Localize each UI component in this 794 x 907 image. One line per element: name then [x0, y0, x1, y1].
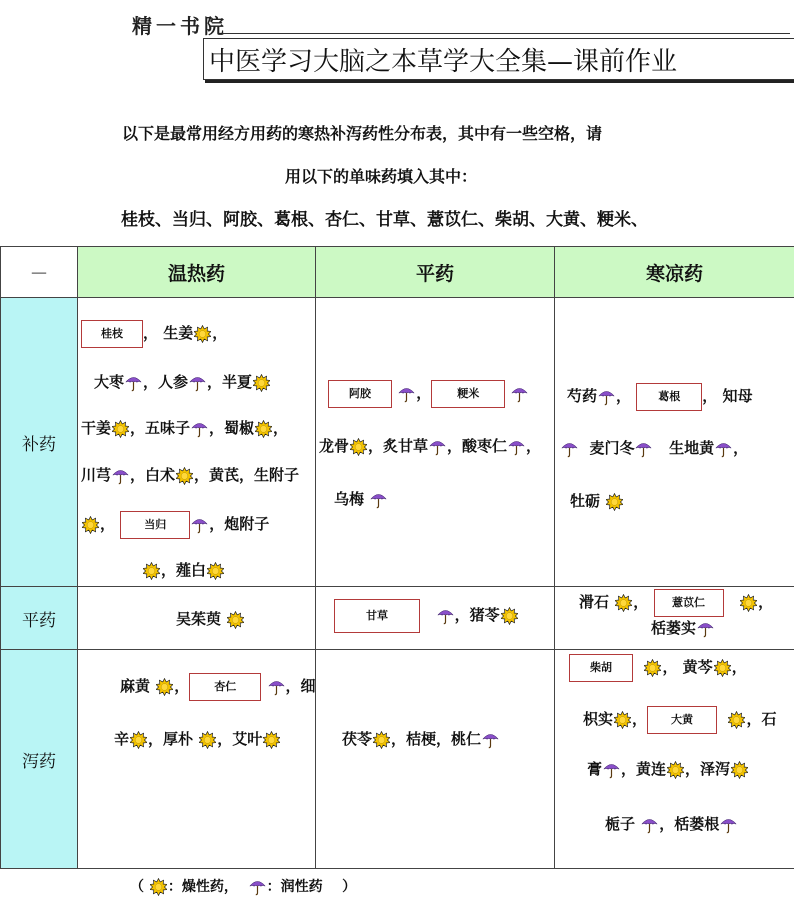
cell-text: ，酸枣仁: [447, 437, 508, 455]
cell-purge-neutral: [316, 650, 555, 869]
cell-text: 吴茱萸: [176, 610, 222, 628]
umbrella-icon: [635, 440, 652, 458]
umbrella-icon: [508, 438, 525, 456]
sun-icon: [156, 678, 173, 696]
cell-text: ，: [616, 387, 632, 405]
sun-icon: [112, 420, 129, 438]
sun-icon: [143, 562, 160, 580]
cell-text: ，桔梗，桃仁: [391, 730, 482, 748]
sun-icon: [227, 611, 244, 629]
sun-icon: [728, 711, 745, 729]
col-header-neutral: 平药: [316, 247, 555, 298]
cell-text: ，艾叶: [217, 730, 263, 748]
sun-icon: [644, 659, 661, 677]
cell-text: ，人参: [143, 373, 189, 391]
umbrella-icon: [598, 388, 615, 406]
umbrella-icon: [715, 440, 732, 458]
blank-box[interactable]: 阿胶: [328, 380, 392, 408]
cell-text: 大枣: [94, 373, 125, 391]
sun-icon: [350, 438, 367, 456]
intro-line-1: 以下是最常用经方用药的寒热补泻药性分布表，其中有一些空格，请: [122, 124, 603, 143]
sun-icon: [255, 420, 272, 438]
umbrella-icon: [511, 385, 528, 403]
cell-text: ，: [273, 419, 289, 437]
legend-close: ）: [342, 879, 357, 895]
cell-text: 麦门冬: [589, 439, 635, 457]
brand-calligraphy: 精一书院: [132, 14, 228, 38]
sun-icon: [614, 711, 631, 729]
cell-tonify-warm: [78, 298, 316, 587]
cell-text: ， 生姜: [143, 324, 194, 342]
cell-text: ，半夏: [207, 373, 253, 391]
cell-text: 滑石: [579, 593, 610, 611]
header-rule: [222, 33, 790, 34]
umbrella-icon: [191, 516, 208, 534]
sun-icon: [130, 731, 147, 749]
cell-text: ，泽泻: [685, 760, 731, 778]
cell-neutral-warm: [78, 587, 316, 650]
intro-line-2: 用以下的单味药填入其中：: [285, 167, 478, 186]
blank-box[interactable]: 粳米: [431, 380, 505, 408]
cell-text: ，: [633, 593, 649, 611]
umbrella-icon: [482, 731, 499, 749]
row-header-purge: 泻药: [1, 650, 78, 869]
umbrella-icon: [429, 438, 446, 456]
sun-icon: [207, 562, 224, 580]
cell-text: ，栝蒌根: [659, 815, 720, 833]
blank-box[interactable]: 薏苡仁: [654, 589, 724, 617]
sun-icon: [194, 325, 211, 343]
cell-text: ，黄芪，生附子: [194, 466, 300, 484]
cell-text: 茯苓: [342, 730, 373, 748]
legend-moist-label: ：润性药: [266, 879, 323, 895]
cell-text: ，猪苓: [454, 606, 500, 624]
col-header-cold: 寒凉药: [555, 247, 794, 298]
cell-text: ，石: [746, 710, 777, 728]
umbrella-icon: [249, 878, 266, 896]
cell-text: ，五味子: [130, 419, 191, 437]
cell-text: ，薤白: [161, 561, 207, 579]
blank-box[interactable]: 甘草: [334, 599, 420, 633]
cell-text: ，: [758, 593, 774, 611]
cell-text: 牡砺: [570, 492, 601, 510]
col-header-warm: 温热药: [78, 247, 316, 298]
umbrella-icon: [112, 467, 129, 485]
property-table: [0, 246, 794, 869]
sun-icon: [263, 731, 280, 749]
sun-icon: [501, 607, 518, 625]
sun-icon: [253, 374, 270, 392]
legend-dry-label: ：燥性药，: [167, 879, 238, 895]
cell-text: ，白术: [130, 466, 176, 484]
corner-cell: －: [1, 247, 78, 298]
cell-text: ，炮附子: [209, 515, 270, 533]
sun-icon: [714, 659, 731, 677]
sun-icon: [667, 761, 684, 779]
sun-icon: [199, 731, 216, 749]
sun-icon: [150, 878, 167, 896]
legend-open: （: [130, 879, 144, 895]
sun-icon: [373, 731, 390, 749]
cell-text: 膏: [587, 760, 603, 778]
cell-text: ，: [731, 658, 747, 676]
cell-text: ，: [526, 437, 542, 455]
cell-text: ，: [212, 324, 228, 342]
blank-box[interactable]: 柴胡: [569, 654, 633, 682]
umbrella-icon: [398, 385, 415, 403]
cell-text: ，细: [285, 677, 316, 695]
sun-icon: [82, 516, 99, 534]
umbrella-icon: [720, 816, 737, 834]
cell-text: 栝蒌实: [651, 619, 697, 637]
blank-box[interactable]: 大黄: [647, 706, 717, 734]
umbrella-icon: [561, 440, 578, 458]
cell-text: ，: [174, 677, 190, 695]
cell-text: 枳实: [583, 710, 614, 728]
blank-box[interactable]: 桂枝: [81, 320, 143, 348]
sun-icon: [740, 594, 757, 612]
sun-icon: [615, 594, 632, 612]
title-box: [203, 38, 794, 80]
cell-text: ， 黄芩: [662, 658, 713, 676]
cell-text: ，黄连: [621, 760, 667, 778]
cell-text: 生地黄: [669, 439, 715, 457]
cell-text: ，: [632, 710, 648, 728]
sun-icon: [176, 467, 193, 485]
cell-text: ， 知母: [702, 387, 753, 405]
cell-text: ，: [100, 515, 116, 533]
herb-list: 桂枝、当归、阿胶、葛根、杏仁、甘草、薏苡仁、柴胡、大黄、粳米、: [121, 210, 648, 230]
cell-text: 干姜: [81, 419, 112, 437]
cell-text: 川芎: [81, 466, 112, 484]
umbrella-icon: [268, 678, 285, 696]
cell-text: 栀子: [605, 815, 636, 833]
umbrella-icon: [437, 607, 454, 625]
page-title: 中医学习大脑之本草学大全集—课前作业: [209, 46, 678, 77]
cell-text: 麻黄: [120, 677, 151, 695]
cell-text: ，厚朴: [148, 730, 194, 748]
cell-text: 乌梅: [334, 490, 365, 508]
cell-text: ，: [416, 384, 432, 402]
blank-box[interactable]: 杏仁: [189, 673, 261, 701]
umbrella-icon: [191, 420, 208, 438]
umbrella-icon: [603, 761, 620, 779]
cell-text: 芍药: [567, 387, 598, 405]
row-header-neutral: 平药: [1, 587, 78, 650]
cell-text: ，炙甘草: [368, 437, 429, 455]
cell-text: ，: [733, 439, 749, 457]
umbrella-icon: [697, 620, 714, 638]
umbrella-icon: [189, 374, 206, 392]
umbrella-icon: [641, 816, 658, 834]
cell-text: 龙骨: [319, 437, 350, 455]
umbrella-icon: [125, 374, 142, 392]
cell-neutral-cold: [555, 587, 794, 650]
cell-text: ，蜀椒: [209, 419, 255, 437]
cell-purge-cold: [555, 650, 794, 869]
cell-tonify-cold: [555, 298, 794, 587]
sun-icon: [731, 761, 748, 779]
cell-neutral-neutral: [316, 587, 555, 650]
umbrella-icon: [370, 491, 387, 509]
cell-tonify-neutral: [316, 298, 555, 587]
row-header-tonify: 补药: [1, 298, 78, 587]
blank-box[interactable]: 葛根: [636, 383, 702, 411]
cell-text: 辛: [114, 730, 130, 748]
cell-purge-warm: [78, 650, 316, 869]
sun-icon: [606, 493, 623, 511]
blank-box[interactable]: 当归: [120, 511, 190, 539]
legend: [130, 876, 356, 896]
